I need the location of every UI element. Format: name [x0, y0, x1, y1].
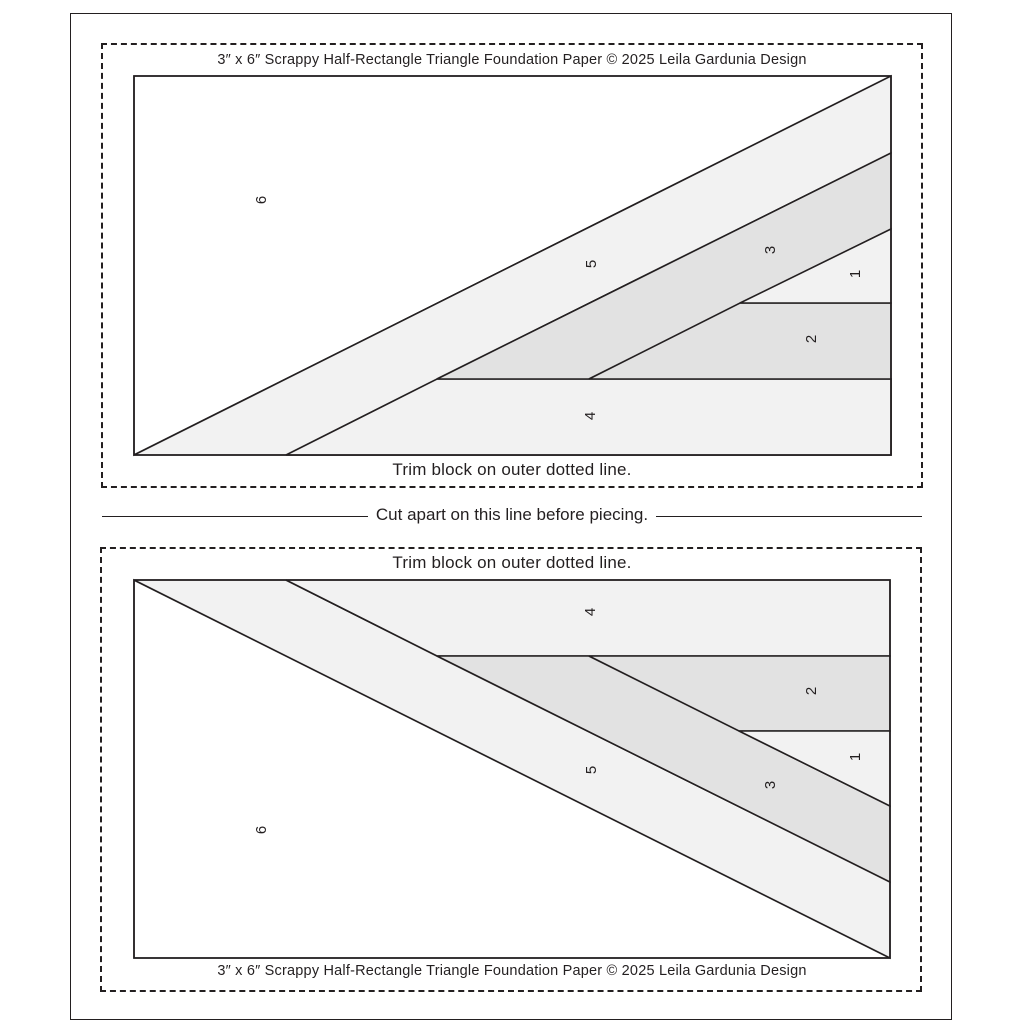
- bottom-trim-note: Trim block on outer dotted line.: [392, 553, 632, 572]
- bottom-footer-caption: 3″ x 6″ Scrappy Half-Rectangle Triangle Foundation Paper © 2025 Leila Gardunia Design: [217, 963, 807, 979]
- top-trim-note: Trim block on outer dotted line.: [392, 460, 632, 479]
- top-piece-4-number: 4: [581, 411, 599, 421]
- bottom-piece-3-number: 3: [761, 780, 779, 790]
- bottom-block-diagram: [134, 580, 890, 958]
- top-piece-5-number: 5: [582, 259, 600, 269]
- top-piece-1-number: 1: [846, 269, 864, 279]
- top-block-diagram: [134, 76, 891, 455]
- top-piece-2-number: 2: [802, 334, 820, 344]
- bottom-piece-1-number: 1: [846, 752, 864, 762]
- bottom-piece-6-number: 6: [252, 825, 270, 835]
- bottom-piece-2-number: 2: [802, 686, 820, 696]
- cut-apart-label: Cut apart on this line before piecing.: [368, 505, 656, 524]
- bottom-piece-4-number: 4: [581, 607, 599, 617]
- bottom-piece-5-number: 5: [582, 765, 600, 775]
- top-piece-3-number: 3: [761, 245, 779, 255]
- top-piece-6-number: 6: [252, 195, 270, 205]
- top-header-caption: 3″ x 6″ Scrappy Half-Rectangle Triangle Foundation Paper © 2025 Leila Gardunia Design: [217, 52, 807, 68]
